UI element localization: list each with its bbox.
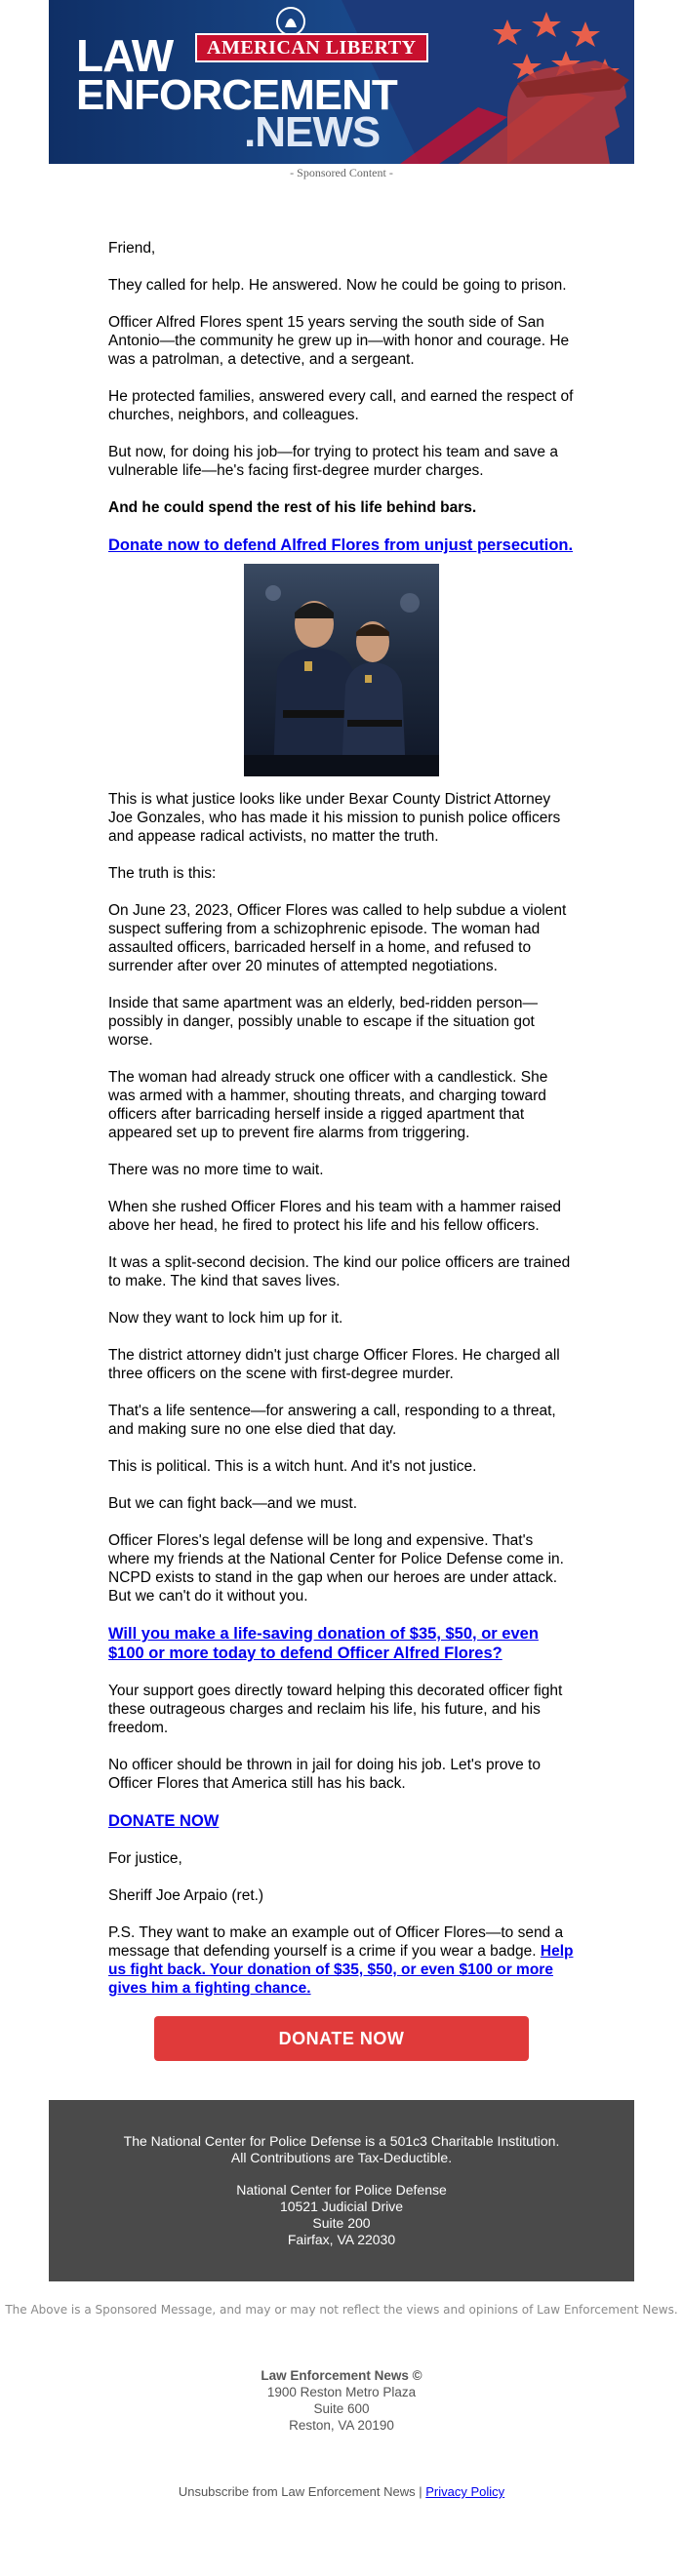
postscript-donate-link[interactable]: Help us fight back. Your donation of $35, $50, or even $100 or more gives him a fighting chance. xyxy=(108,1943,574,1997)
org-address-line: Fairfax, VA 22030 xyxy=(287,2232,396,2247)
letter-body xyxy=(108,180,575,1998)
separator: | xyxy=(419,2484,422,2499)
org-footer xyxy=(49,2100,634,2281)
paragraph: The woman had already struck one officer with a candlestick. She was armed with a hammer, shouting threats, and charging toward officers after barricading herself inside a rigged apartment that appeared set up to prevent fire alarms from triggering. xyxy=(108,1069,548,1141)
paragraph: There was no more time to wait. xyxy=(108,1162,324,1178)
officer-photo xyxy=(244,564,439,776)
greeting: Friend, xyxy=(108,240,156,257)
signoff: For justice, xyxy=(108,1850,182,1867)
paragraph: That's a life sentence—for answering a call, responding to a threat, and making sure no one else died that day. xyxy=(108,1403,556,1438)
paragraph: Officer Flores's legal defense will be long and expensive. That's where my friends at the National Center for Police Defense come in. NCPD exists to stand in the gap when our heroes are under attack. But we can't do it without you. xyxy=(108,1532,564,1605)
paragraph: They called for help. He answered. Now he could be going to prison. xyxy=(108,277,567,294)
unsubscribe-row xyxy=(0,2484,683,2507)
logo-news: .NEWS xyxy=(244,108,381,156)
paragraph: The truth is this: xyxy=(108,865,217,882)
unsubscribe-text[interactable]: Unsubscribe from Law Enforcement News xyxy=(178,2484,416,2499)
logo-law: LAW xyxy=(76,30,174,81)
paragraph: But we can fight back—and we must. xyxy=(108,1495,358,1512)
privacy-policy-link[interactable]: Privacy Policy xyxy=(425,2484,505,2499)
postscript-text: P.S. They want to make an example out of Officer Flores—to send a message that defending yourself is a crime if you wear a badge. xyxy=(108,1924,564,1960)
org-name: National Center for Police Defense xyxy=(236,2182,447,2198)
paragraph: The district attorney didn't just charge Officer Flores. He charged all three officers on the scene with first-degree murder. xyxy=(108,1347,560,1382)
publisher-name: Law Enforcement News © xyxy=(261,2368,422,2383)
paragraph: This is what justice looks like under Bexar County District Attorney Joe Gonzales, who has made it his mission to punish police officers and appease radical activists, no matter the truth. xyxy=(108,791,561,845)
publisher-address xyxy=(0,2367,683,2434)
publisher-address-line: Reston, VA 20190 xyxy=(289,2418,394,2433)
paragraph: He protected families, answered every call, and earned the respect of churches, neighbors, and colleagues. xyxy=(108,388,574,423)
donate-link-1[interactable]: Donate now to defend Alfred Flores from unjust persecution. xyxy=(108,536,574,554)
signature: Sheriff Joe Arpaio (ret.) xyxy=(108,1887,264,1904)
postscript xyxy=(108,1923,575,1998)
paragraph: It was a split-second decision. The kind our police officers are trained to make. The kind that saves lives. xyxy=(108,1254,571,1289)
sponsored-disclaimer: The Above is a Sponsored Message, and may or may not reflect the views and opinions of Law Enforcement News. xyxy=(5,2303,678,2317)
org-address-line: 10521 Judicial Drive xyxy=(279,2199,404,2214)
paragraph: Officer Alfred Flores spent 15 years serving the south side of San Antonio—the community he grew up in—with honor and courage. He was a patrolman, a detective, and a sergeant. xyxy=(108,314,570,368)
donate-now-button[interactable]: DONATE NOW xyxy=(154,2016,529,2061)
org-address-line: Suite 200 xyxy=(312,2215,371,2231)
paragraph: On June 23, 2023, Officer Flores was called to help subdue a violent suspect suffering from a schizophrenic episode. The woman had assaulted officers, barricaded herself in a home, and refused to surrender after over 20 minutes of attempted negotiations. xyxy=(108,902,567,974)
paragraph: No officer should be thrown in jail for doing his job. Let's prove to Officer Flores that America still has his back. xyxy=(108,1757,541,1792)
logo-enforcement: ENFORCEMENT xyxy=(76,71,397,119)
donate-link-2[interactable]: Will you make a life-saving donation of $35, $50, or even $100 or more today to defend Officer Alfred Flores? xyxy=(108,1625,539,1662)
paragraph: Inside that same apartment was an elderly, bed-ridden person—possibly in danger, possibly unable to escape if the situation got worse. xyxy=(108,995,538,1049)
header-banner xyxy=(49,0,634,164)
tax-note: The National Center for Police Defense is a 501c3 Charitable Institution. All Contributions are Tax-Deductible. xyxy=(123,2133,560,2165)
publisher-address-line: Suite 600 xyxy=(313,2401,370,2416)
donate-now-link[interactable]: DONATE NOW xyxy=(108,1812,220,1830)
paragraph: When she rushed Officer Flores and his team with a hammer raised above her head, he fired to protect his life and his fellow officers. xyxy=(108,1199,562,1234)
publisher-address-line: 1900 Reston Metro Plaza xyxy=(266,2385,417,2399)
american-liberty-ribbon: AMERICAN LIBERTY xyxy=(195,33,428,62)
paragraph: Your support goes directly toward helping this decorated officer fight these outrageous charges and reclaim his life, his future, and his freedom. xyxy=(108,1683,563,1736)
paragraph: Now they want to lock him up for it. xyxy=(108,1310,343,1327)
paragraph: This is political. This is a witch hunt. And it's not justice. xyxy=(108,1458,477,1475)
bold-paragraph: And he could spend the rest of his life behind bars. xyxy=(108,499,477,516)
paragraph: But now, for doing his job—for trying to protect his team and save a vulnerable life—he's facing first-degree murder charges. xyxy=(108,444,558,479)
sponsored-label: - Sponsored Content - xyxy=(290,166,393,179)
